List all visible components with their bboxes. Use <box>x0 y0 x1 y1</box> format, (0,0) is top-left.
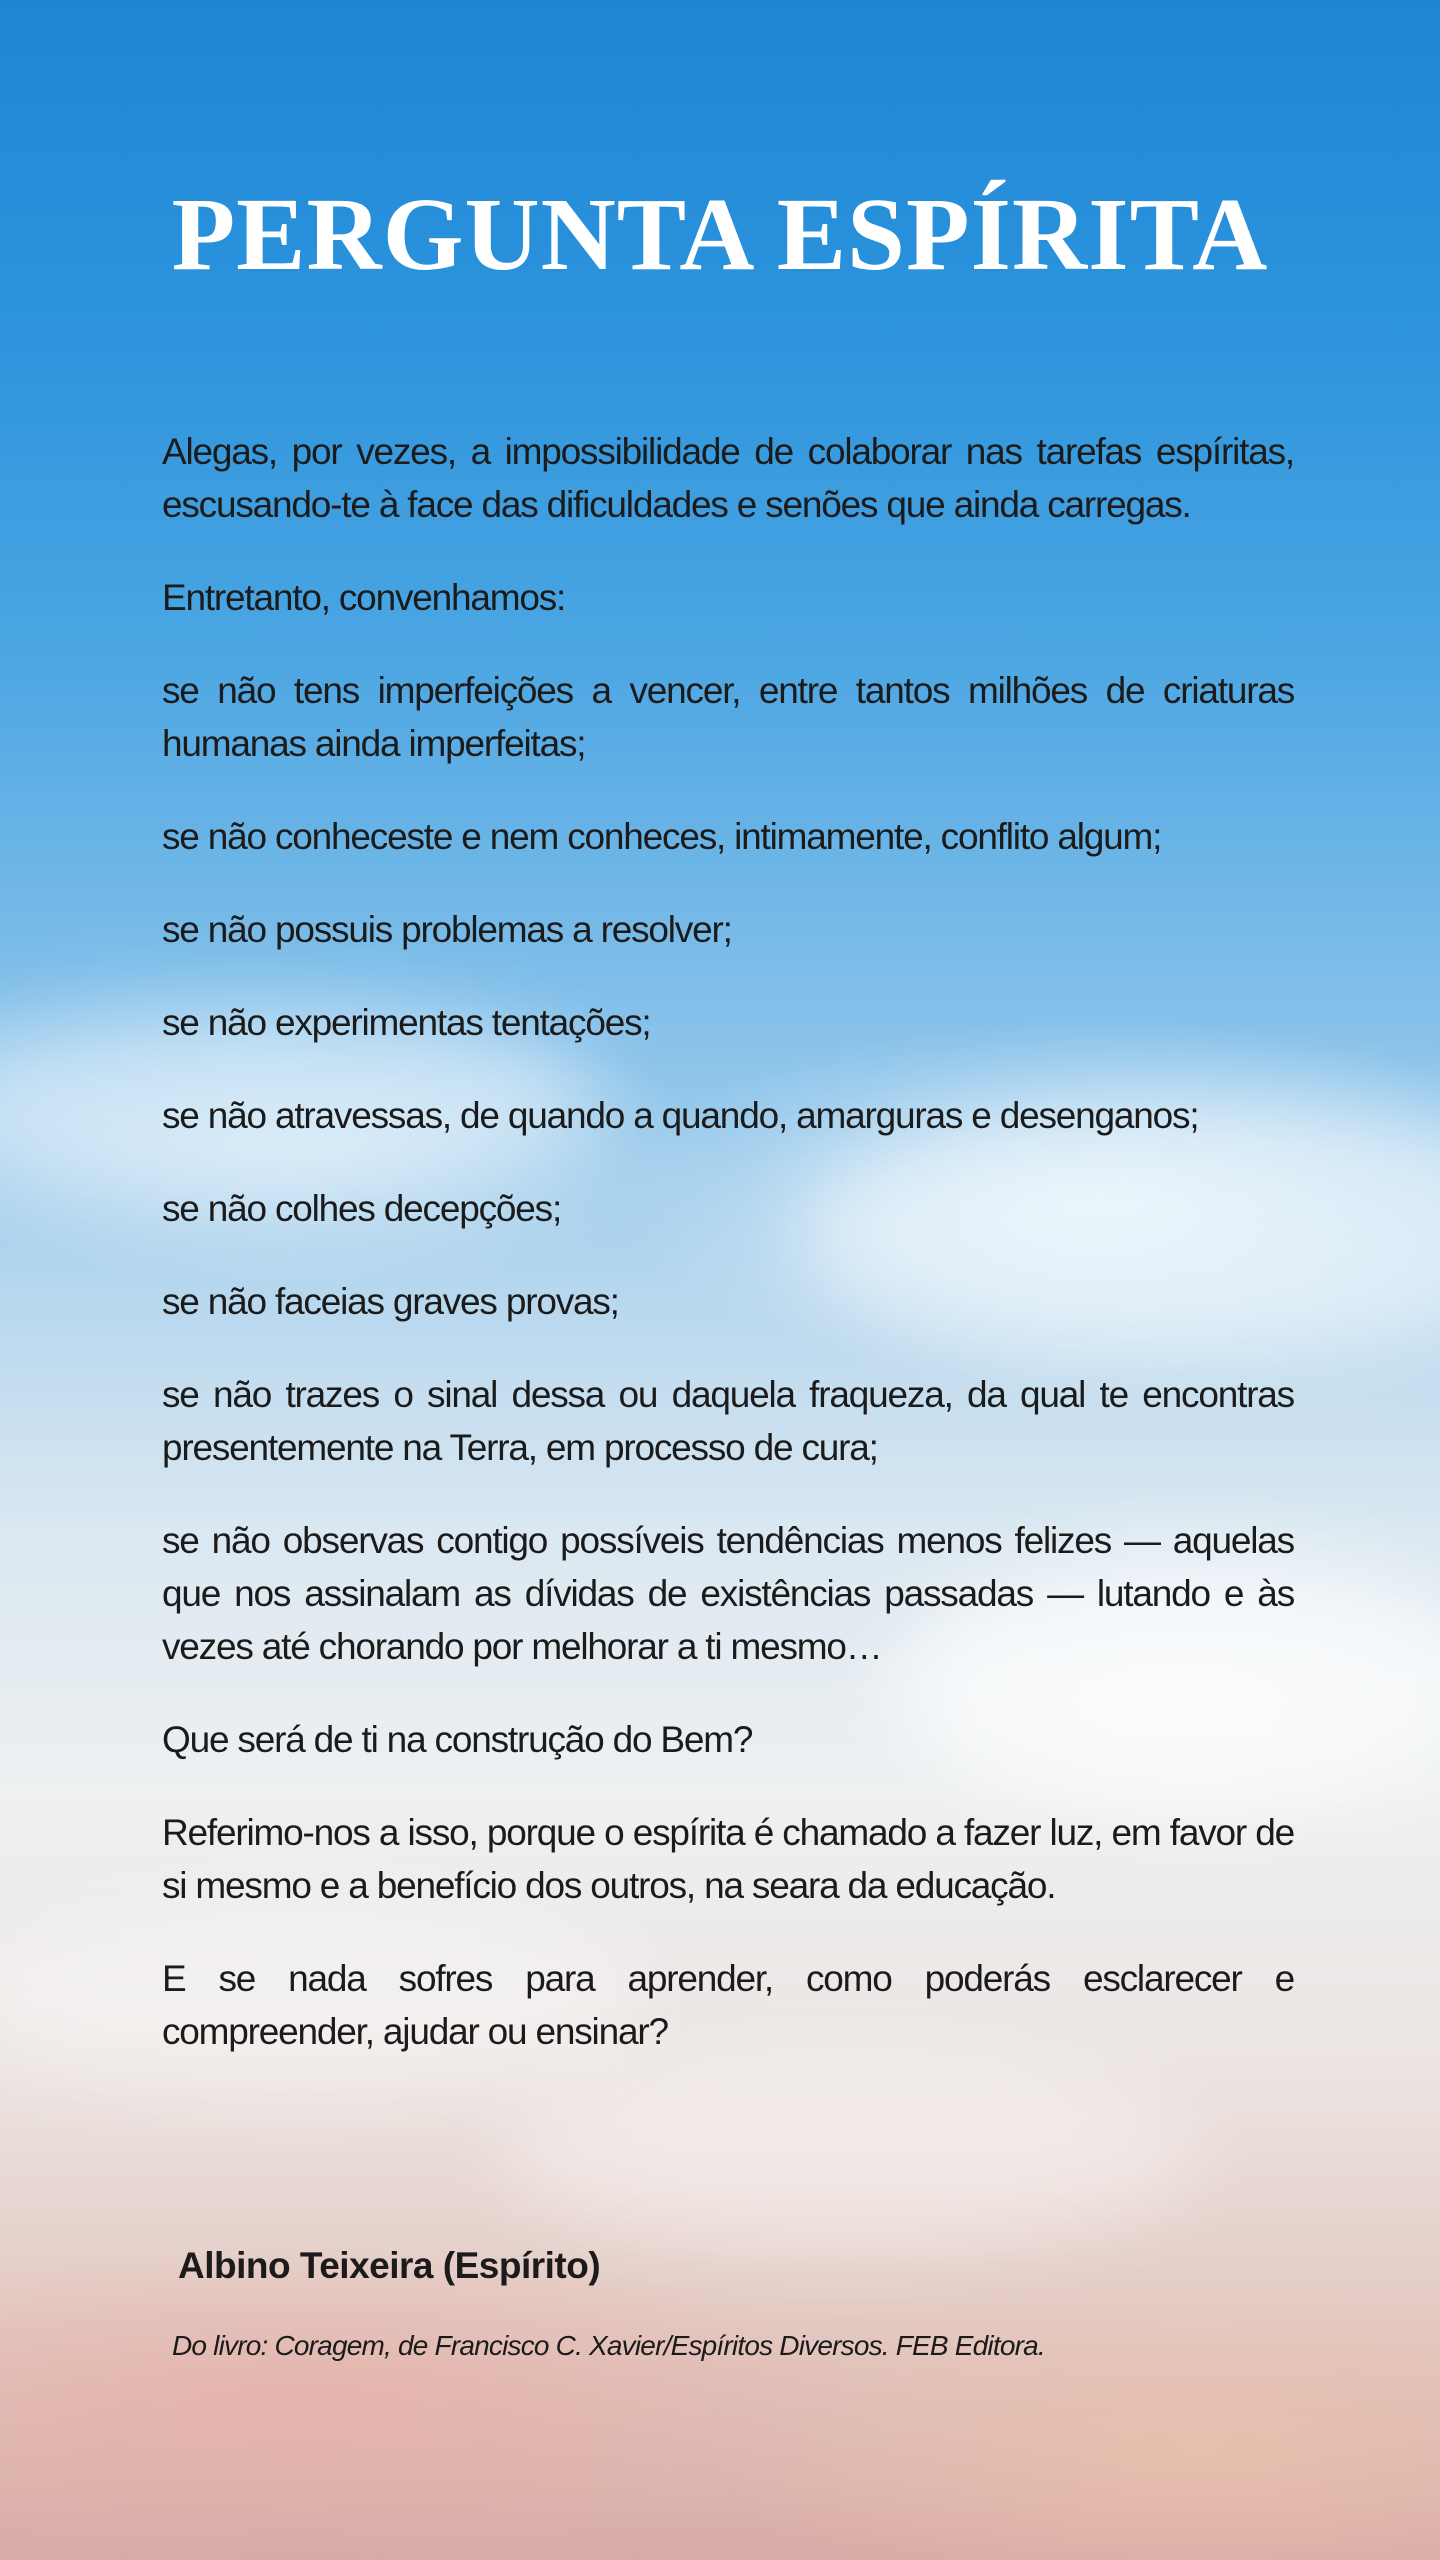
paragraph: se não possuis problemas a resolver; <box>162 909 732 950</box>
page-title: PERGUNTA ESPÍRITA <box>171 177 1269 292</box>
paragraph: Alegas, por vezes, a impossibilidade de colaborar nas tarefas espíritas, escusando-te à face das dificuldades e senões que ainda carregas. <box>162 431 1294 525</box>
paragraph: se não faceias graves provas; <box>162 1281 619 1322</box>
paragraph: se não experimentas tentações; <box>162 1002 651 1043</box>
paragraph: Entretanto, convenhamos: <box>162 577 566 618</box>
paragraph: se não colhes decepções; <box>162 1188 562 1229</box>
paragraph: Referimo-nos a isso, porque o espírita é chamado a fazer luz, em favor de si mesmo e a benefício dos outros, na seara da educação. <box>162 1812 1294 1906</box>
author-signature: Albino Teixeira (Espírito) <box>178 2245 601 2286</box>
paragraph: se não conheceste e nem conheces, intimamente, conflito algum; <box>162 816 1162 857</box>
message-body <box>162 425 1294 2098</box>
paragraph: se não tens imperfeições a vencer, entre tantos milhões de criaturas humanas ainda imperfeitas; <box>162 670 1294 764</box>
paragraph: se não atravessas, de quando a quando, amarguras e desenganos; <box>162 1095 1199 1136</box>
paragraph: Que será de ti na construção do Bem? <box>162 1719 753 1760</box>
paragraph: se não trazes o sinal dessa ou daquela fraqueza, da qual te encontras presentemente na Terra, em processo de cura; <box>162 1374 1294 1468</box>
paragraph: se não observas contigo possíveis tendências menos felizes — aquelas que nos assinalam as dívidas de existências passadas — lutando e às vezes até chorando por melhorar a ti mesmo… <box>162 1520 1294 1667</box>
source-citation: Do livro: Coragem, de Francisco C. Xavier/Espíritos Diversos. FEB Editora. <box>172 2330 1045 2361</box>
paragraph: E se nada sofres para aprender, como poderás esclarecer e compreender, ajudar ou ensinar? <box>162 1958 1294 2052</box>
